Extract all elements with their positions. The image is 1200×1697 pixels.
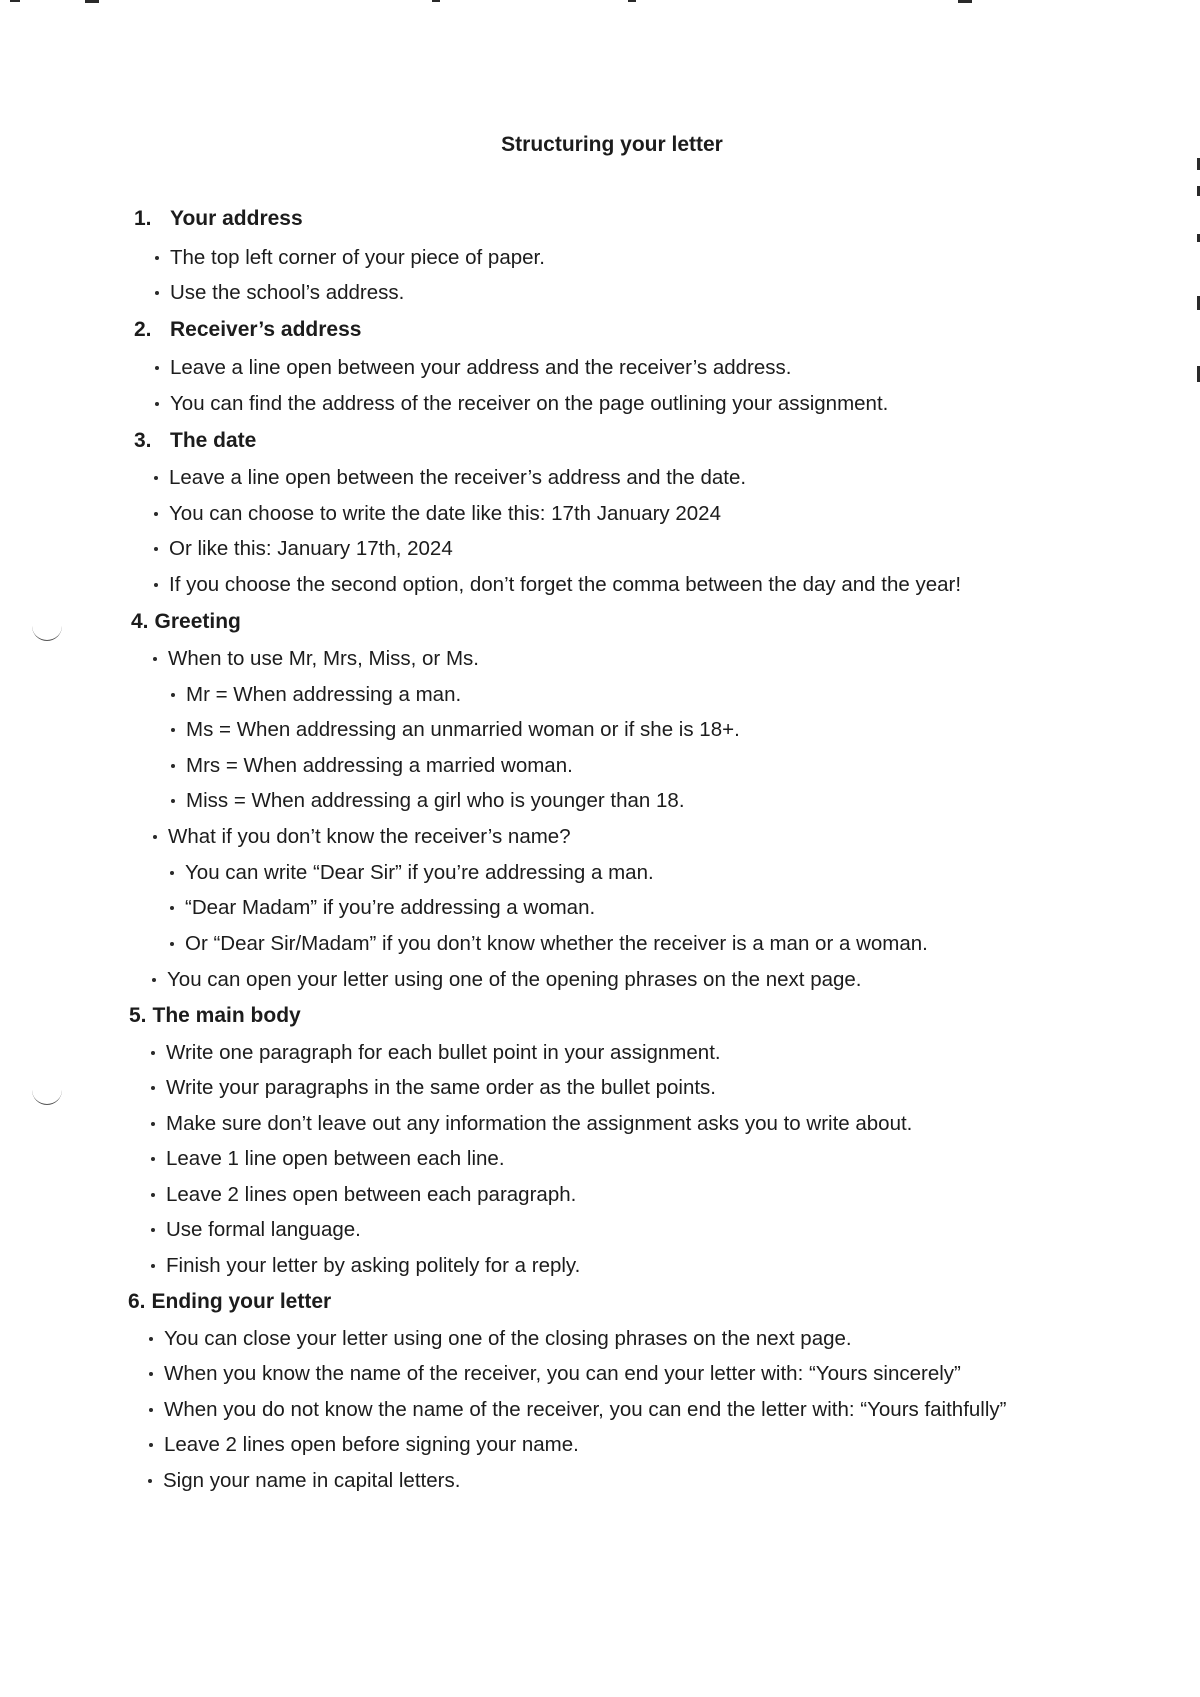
list-item: When you know the name of the receiver, you can end your letter with: “Yours sincerely” xyxy=(164,1362,961,1386)
list-item: You can choose to write the date like this: 17th January 2024 xyxy=(169,502,721,526)
bullet-dot xyxy=(149,1337,153,1341)
bullet-dot xyxy=(151,1051,155,1055)
bullet-dot xyxy=(153,657,157,661)
punch-hole xyxy=(32,1082,62,1105)
list-item: You can close your letter using one of the closing phrases on the next page. xyxy=(164,1327,852,1351)
scan-mark xyxy=(958,0,972,3)
section-heading-main-body xyxy=(129,1004,301,1028)
section-title: The main body xyxy=(152,1004,301,1027)
list-item: Write your paragraphs in the same order as the bullet points. xyxy=(166,1076,716,1100)
section-title: Ending your letter xyxy=(151,1290,332,1313)
list-item: If you choose the second option, don’t forget the comma between the day and the year! xyxy=(169,573,961,597)
section-title: Your address xyxy=(170,207,303,230)
bullet-dot xyxy=(155,291,159,295)
scan-mark xyxy=(628,0,636,2)
list-item: You can find the address of the receiver on the page outlining your assignment. xyxy=(170,392,888,416)
bullet-dot xyxy=(154,512,158,516)
list-item: Ms = When addressing an unmarried woman or if she is 18+. xyxy=(186,718,740,742)
list-item: Sign your name in capital letters. xyxy=(163,1469,460,1493)
list-item: When to use Mr, Mrs, Miss, or Ms. xyxy=(168,647,479,671)
bullet-dot xyxy=(149,1443,153,1447)
list-item: When you do not know the name of the receiver, you can end the letter with: “Yours faithfully” xyxy=(164,1398,1007,1422)
bullet-dot xyxy=(151,1264,155,1268)
list-item: Mr = When addressing a man. xyxy=(186,683,461,707)
list-item: You can open your letter using one of the opening phrases on the next page. xyxy=(167,968,862,992)
section-heading-receivers-address xyxy=(134,318,361,342)
list-item: Or “Dear Sir/Madam” if you don’t know whether the receiver is a man or a woman. xyxy=(185,932,928,956)
list-item: What if you don’t know the receiver’s name? xyxy=(168,825,571,849)
bullet-dot xyxy=(155,256,159,260)
section-number: 5. xyxy=(129,1004,147,1027)
bullet-dot xyxy=(170,906,174,910)
list-item: The top left corner of your piece of paper. xyxy=(170,246,545,270)
list-item: Leave a line open between your address and the receiver’s address. xyxy=(170,356,791,380)
section-title: Receiver’s address xyxy=(170,318,362,341)
punch-hole xyxy=(32,618,62,641)
bullet-dot xyxy=(151,1086,155,1090)
list-item: Make sure don’t leave out any information the assignment asks you to write about. xyxy=(166,1112,912,1136)
scan-mark xyxy=(432,0,440,2)
bullet-dot xyxy=(152,978,156,982)
bullet-dot xyxy=(170,942,174,946)
section-number: 4. xyxy=(131,610,149,633)
scan-mark xyxy=(10,0,20,2)
section-number: 6. xyxy=(128,1290,146,1313)
list-item: “Dear Madam” if you’re addressing a woman. xyxy=(185,896,595,920)
bullet-dot xyxy=(171,799,175,803)
section-heading-the-date xyxy=(134,429,256,453)
bullet-dot xyxy=(151,1193,155,1197)
bullet-dot xyxy=(149,1408,153,1412)
scan-mark xyxy=(85,0,99,3)
bullet-dot xyxy=(171,728,175,732)
list-item: Use formal language. xyxy=(166,1218,361,1242)
bullet-dot xyxy=(153,835,157,839)
list-item: Mrs = When addressing a married woman. xyxy=(186,754,573,778)
bullet-dot xyxy=(171,693,175,697)
section-heading-greeting xyxy=(131,610,241,634)
bullet-dot xyxy=(154,476,158,480)
bullet-dot xyxy=(151,1228,155,1232)
list-item: Leave 2 lines open before signing your name. xyxy=(164,1433,579,1457)
bullet-dot xyxy=(171,764,175,768)
section-number: 2. xyxy=(134,318,152,341)
bullet-dot xyxy=(148,1479,152,1483)
section-heading-ending xyxy=(128,1290,331,1314)
list-item: Finish your letter by asking politely for a reply. xyxy=(166,1254,580,1278)
list-item: Leave 2 lines open between each paragraph. xyxy=(166,1183,576,1207)
bullet-dot xyxy=(151,1157,155,1161)
bullet-dot xyxy=(151,1122,155,1126)
list-item: Leave a line open between the receiver’s address and the date. xyxy=(169,466,746,490)
list-item: Write one paragraph for each bullet point in your assignment. xyxy=(166,1041,721,1065)
section-title: The date xyxy=(170,429,257,452)
section-number: 3. xyxy=(134,429,152,452)
list-item: Leave 1 line open between each line. xyxy=(166,1147,505,1171)
list-item: Use the school’s address. xyxy=(170,281,404,305)
bullet-dot xyxy=(154,547,158,551)
section-number: 1. xyxy=(134,207,152,230)
section-heading-your-address xyxy=(134,207,303,231)
list-item: You can write “Dear Sir” if you’re addressing a man. xyxy=(185,861,654,885)
document-title: Structuring your letter xyxy=(501,133,723,156)
section-title: Greeting xyxy=(154,610,241,633)
bullet-dot xyxy=(149,1372,153,1376)
bullet-dot xyxy=(170,871,174,875)
list-item: Miss = When addressing a girl who is younger than 18. xyxy=(186,789,685,813)
bullet-dot xyxy=(154,583,158,587)
list-item: Or like this: January 17th, 2024 xyxy=(169,537,453,561)
bullet-dot xyxy=(155,402,159,406)
bullet-dot xyxy=(155,366,159,370)
